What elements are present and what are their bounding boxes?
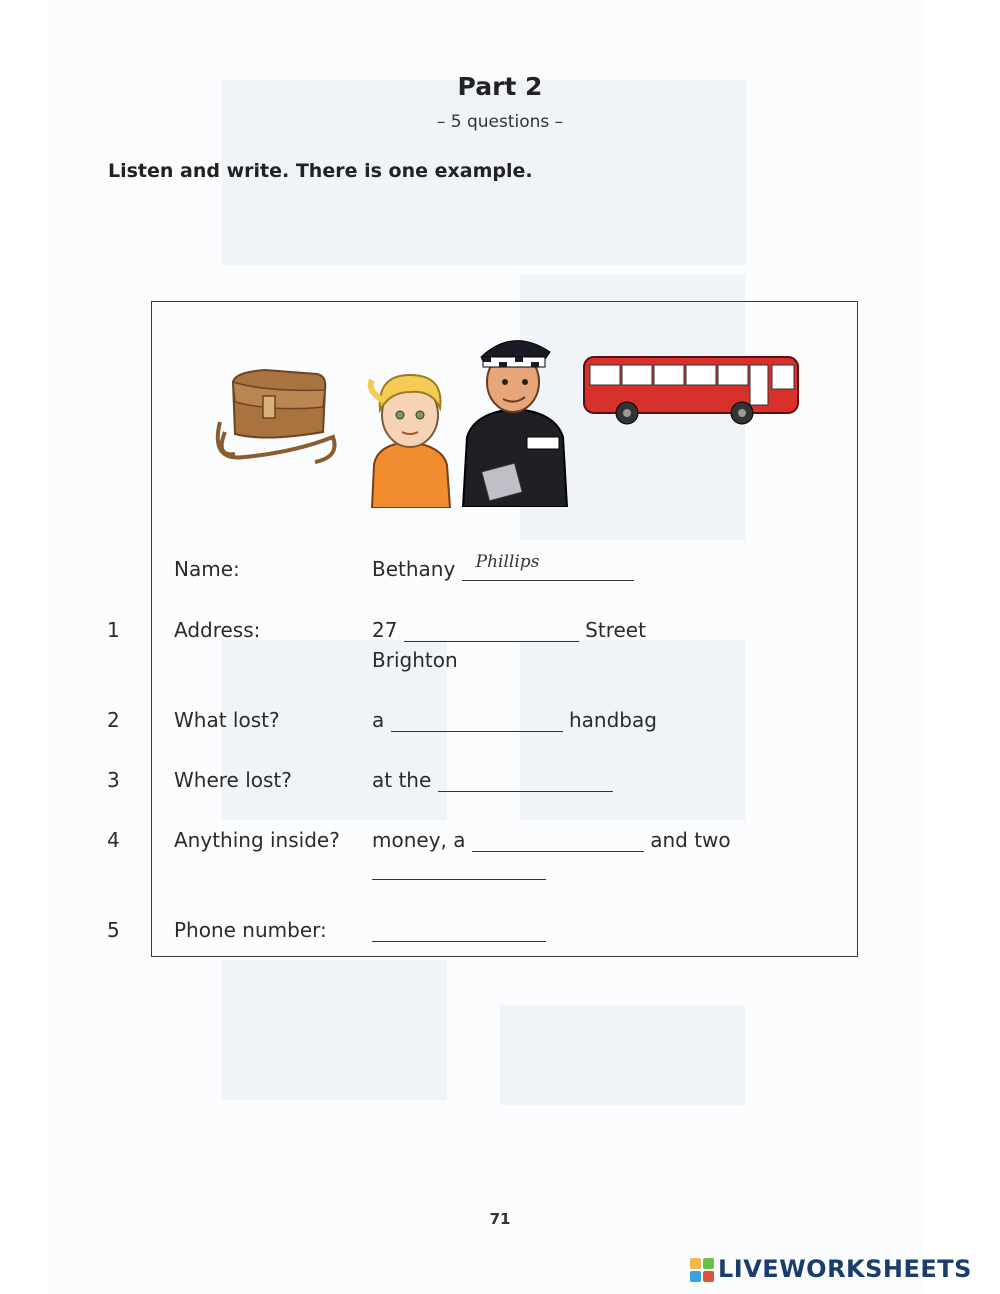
q4-answer-field-1[interactable] <box>472 829 644 852</box>
q4-line2 <box>372 856 546 880</box>
question-label: Phone number: <box>174 918 327 942</box>
q2-suffix: handbag <box>568 708 657 732</box>
q4-answer-field-2[interactable] <box>372 857 546 880</box>
q4-suffix: and two <box>650 828 731 852</box>
q3-prefix: at the <box>372 768 432 792</box>
q1-suffix: Street <box>585 618 646 642</box>
ghost-panel <box>500 1005 745 1105</box>
ghost-panel <box>222 960 447 1100</box>
question-number: 3 <box>107 768 120 792</box>
question-4-answer-row <box>372 828 731 852</box>
question-number: 1 <box>107 618 120 642</box>
instruction-text: Listen and write. There is one example. <box>108 160 533 182</box>
question-number: 2 <box>107 708 120 732</box>
q1-line2: Brighton <box>372 648 458 672</box>
q3-answer-field[interactable] <box>438 769 613 792</box>
brand-text: LIVEWORKSHEETS <box>718 1255 972 1283</box>
question-label: Anything inside? <box>174 828 340 852</box>
q2-prefix: a <box>372 708 385 732</box>
example-answer: Phillips <box>475 552 540 572</box>
page-subtitle: – 5 questions – <box>436 112 564 132</box>
q1-answer-field[interactable] <box>404 619 579 642</box>
q2-answer-field[interactable] <box>391 709 563 732</box>
liveworksheets-logo[interactable] <box>690 1255 972 1283</box>
question-2-answer-row <box>372 708 657 732</box>
bus-illustration <box>582 353 804 428</box>
handbag-illustration <box>205 362 345 472</box>
question-number: 5 <box>107 918 120 942</box>
q4-prefix: money, a <box>372 828 466 852</box>
liveworksheets-icon <box>690 1258 714 1282</box>
question-5-answer-row <box>372 918 546 942</box>
police-officer-illustration <box>455 327 575 507</box>
question-label: Address: <box>174 618 261 642</box>
question-label: Where lost? <box>174 768 292 792</box>
question-3-answer-row <box>372 768 613 792</box>
question-1-answer-row <box>372 618 646 642</box>
example-prefix: Bethany <box>372 557 456 581</box>
page-number: 71 <box>489 1210 511 1228</box>
girl-illustration <box>362 370 457 508</box>
q1-prefix: 27 <box>372 618 398 642</box>
question-number: 4 <box>107 828 120 852</box>
page-title: Part 2 <box>457 72 543 101</box>
q5-answer-field[interactable] <box>372 919 546 942</box>
question-label: What lost? <box>174 708 280 732</box>
example-answer-field[interactable] <box>462 552 634 581</box>
example-answer-row <box>372 552 634 581</box>
example-label: Name: <box>174 557 240 581</box>
